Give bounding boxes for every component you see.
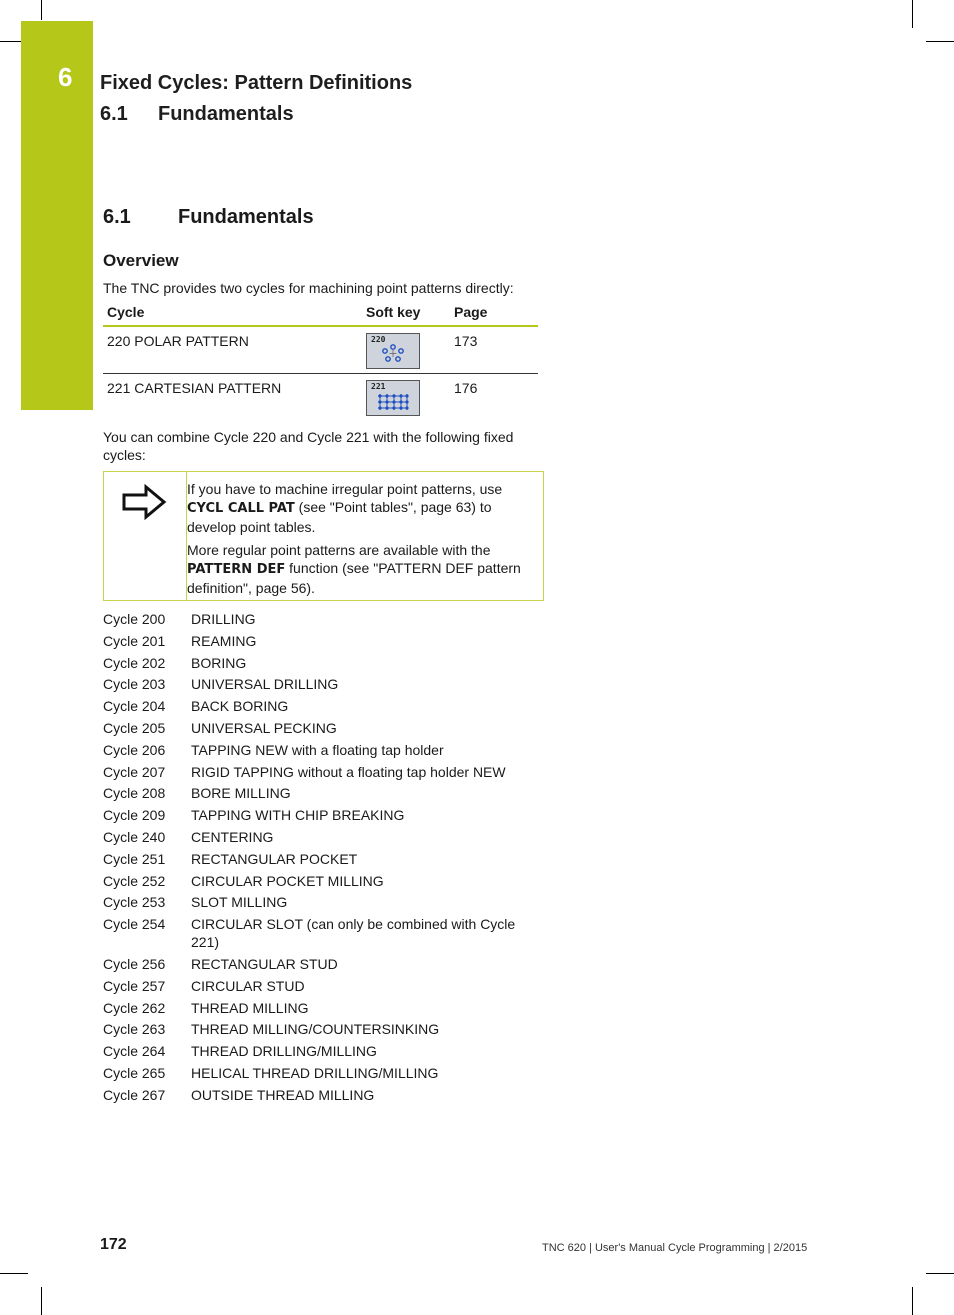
list-item (103, 784, 536, 802)
list-item (103, 1064, 536, 1082)
table-row (103, 374, 538, 421)
list-item (103, 915, 536, 951)
cycle-id: Cycle 256 (103, 955, 166, 972)
cycle-id: Cycle 207 (103, 763, 166, 780)
cycle-id: Cycle 208 (103, 785, 166, 802)
cycle-id: Cycle 201 (103, 632, 166, 649)
crop-mark (41, 0, 42, 20)
cycle-name: DRILLING (191, 611, 256, 627)
list-item (103, 893, 536, 911)
list-item (103, 1086, 536, 1104)
chapter-tab (21, 21, 93, 410)
cycle-name: UNIVERSAL DRILLING (191, 676, 339, 693)
cycle-id: Cycle 206 (103, 741, 166, 758)
cycle-id: Cycle 251 (103, 850, 166, 867)
table-header-page: Page (450, 303, 538, 326)
list-item (103, 697, 536, 715)
note-paragraph (187, 480, 532, 536)
cycle-id: Cycle 240 (103, 828, 166, 845)
table-cell-softkey (362, 374, 450, 421)
softkey-label: 221 (371, 382, 386, 391)
crop-mark (926, 41, 954, 42)
list-item (103, 719, 536, 737)
cycle-name: RECTANGULAR STUD (191, 955, 338, 972)
note-keyword: CYCL CALL PAT (187, 501, 295, 516)
footer-text: TNC 620 | User's Manual Cycle Programming | 2/2015 (542, 1242, 808, 1254)
running-header-section (100, 103, 294, 126)
cycle-id: Cycle 202 (103, 654, 166, 671)
cycle-id: Cycle 263 (103, 1021, 166, 1038)
cycle-name: OUTSIDE THREAD MILLING (191, 1086, 375, 1103)
list-item (103, 977, 536, 995)
list-item (103, 610, 536, 628)
list-item (103, 741, 536, 759)
arrow-right-icon (122, 484, 168, 525)
section-number: 6.1 (103, 206, 131, 228)
cycle-id: Cycle 204 (103, 698, 166, 715)
table-cell-page: 173 (450, 326, 538, 374)
running-header-chapter: Fixed Cycles: Pattern Definitions (100, 72, 413, 94)
cycle-name: RECTANGULAR POCKET (191, 850, 358, 867)
table-cell-softkey (362, 326, 450, 374)
cycle-id: Cycle 253 (103, 894, 166, 911)
running-header-section-number: 6.1 (100, 103, 128, 125)
subheading-overview: Overview (103, 251, 179, 270)
list-item (103, 850, 536, 868)
cycle-name: BORING (191, 654, 247, 671)
list-item (103, 872, 536, 890)
cycle-name: SLOT MILLING (191, 894, 288, 911)
cycle-id: Cycle 254 (103, 916, 166, 933)
pattern-cycles-table (103, 303, 538, 420)
cycle-id: Cycle 267 (103, 1086, 166, 1103)
note-keyword: PATTERN DEF (187, 562, 286, 577)
list-item (103, 1042, 536, 1060)
cycle-name: TAPPING NEW with a floating tap holder (191, 741, 444, 758)
cycle-name: BACK BORING (191, 698, 289, 715)
list-item (103, 999, 536, 1017)
cycle-name: RIGID TAPPING without a floating tap holder NEW (191, 763, 506, 780)
list-item (103, 654, 536, 672)
cycle-name: BORE MILLING (191, 785, 291, 802)
combine-paragraph: You can combine Cycle 220 and Cycle 221 with the following fixed cycles: (103, 429, 514, 463)
cycle-list (103, 610, 536, 1108)
intro-paragraph: The TNC provides two cycles for machining point patterns directly: (103, 280, 514, 296)
cycle-name: CENTERING (191, 828, 274, 845)
section-title: Fundamentals (178, 206, 314, 228)
running-header-section-title: Fundamentals (158, 103, 294, 125)
cycle-id: Cycle 200 (103, 611, 166, 627)
table-header-cycle: Cycle (103, 303, 362, 326)
cycle-id: Cycle 262 (103, 999, 166, 1016)
crop-mark (41, 1287, 42, 1315)
chapter-number: 6 (58, 62, 73, 92)
cycle-id: Cycle 203 (103, 676, 166, 693)
cycle-name: TAPPING WITH CHIP BREAKING (191, 807, 405, 824)
cycle-name: THREAD MILLING (191, 999, 309, 1016)
cycle-name: THREAD MILLING/COUNTERSINKING (191, 1021, 440, 1038)
crop-mark (926, 1273, 954, 1274)
cycle-name: REAMING (191, 632, 257, 649)
cycle-id: Cycle 257 (103, 977, 166, 994)
table-cell-cycle: 221 CARTESIAN PATTERN (107, 380, 282, 396)
crop-mark (912, 1287, 913, 1315)
list-item (103, 1020, 536, 1038)
list-item (103, 828, 536, 846)
list-item (103, 806, 536, 824)
table-cell-cycle: 220 POLAR PATTERN (103, 326, 362, 374)
cartesian-pattern-icon[interactable] (366, 380, 420, 416)
list-item (103, 763, 536, 781)
note-text-run: If you have to machine irregular point patterns, use (187, 481, 503, 497)
note-text-run: More regular point patterns are available with the (187, 542, 491, 558)
note-paragraph (187, 541, 532, 597)
cycle-name: UNIVERSAL PECKING (191, 719, 337, 736)
cycle-id: Cycle 265 (103, 1064, 166, 1081)
crop-mark (0, 1273, 28, 1274)
cycle-name: CIRCULAR POCKET MILLING (191, 872, 384, 889)
list-item (103, 632, 536, 650)
note-box (103, 471, 544, 601)
cycle-id: Cycle 209 (103, 807, 166, 824)
polar-pattern-icon[interactable] (366, 333, 420, 369)
table-header-softkey: Soft key (362, 303, 450, 326)
cycle-id: Cycle 205 (103, 719, 166, 736)
note-text-run: function (see "PATTERN DEF pattern definition", page 56). (187, 560, 521, 596)
section-heading (103, 206, 314, 229)
cycle-id: Cycle 264 (103, 1043, 166, 1060)
note-text-run: (see "Point tables", page 63) to develop point tables. (187, 499, 492, 535)
crop-mark (912, 0, 913, 28)
crop-mark (0, 41, 22, 42)
cycle-name: CIRCULAR SLOT (can only be combined with Cycle 221) (191, 916, 516, 951)
note-text (187, 480, 532, 602)
page-number: 172 (100, 1236, 127, 1253)
list-item (103, 675, 536, 693)
softkey-label: 220 (371, 335, 386, 344)
cycle-id: Cycle 252 (103, 872, 166, 889)
table-cell-page: 176 (454, 380, 478, 396)
cycle-name: CIRCULAR STUD (191, 977, 305, 994)
table-row (103, 326, 538, 374)
cycle-name: HELICAL THREAD DRILLING/MILLING (191, 1064, 439, 1081)
cycle-name: THREAD DRILLING/MILLING (191, 1043, 377, 1060)
list-item (103, 955, 536, 973)
